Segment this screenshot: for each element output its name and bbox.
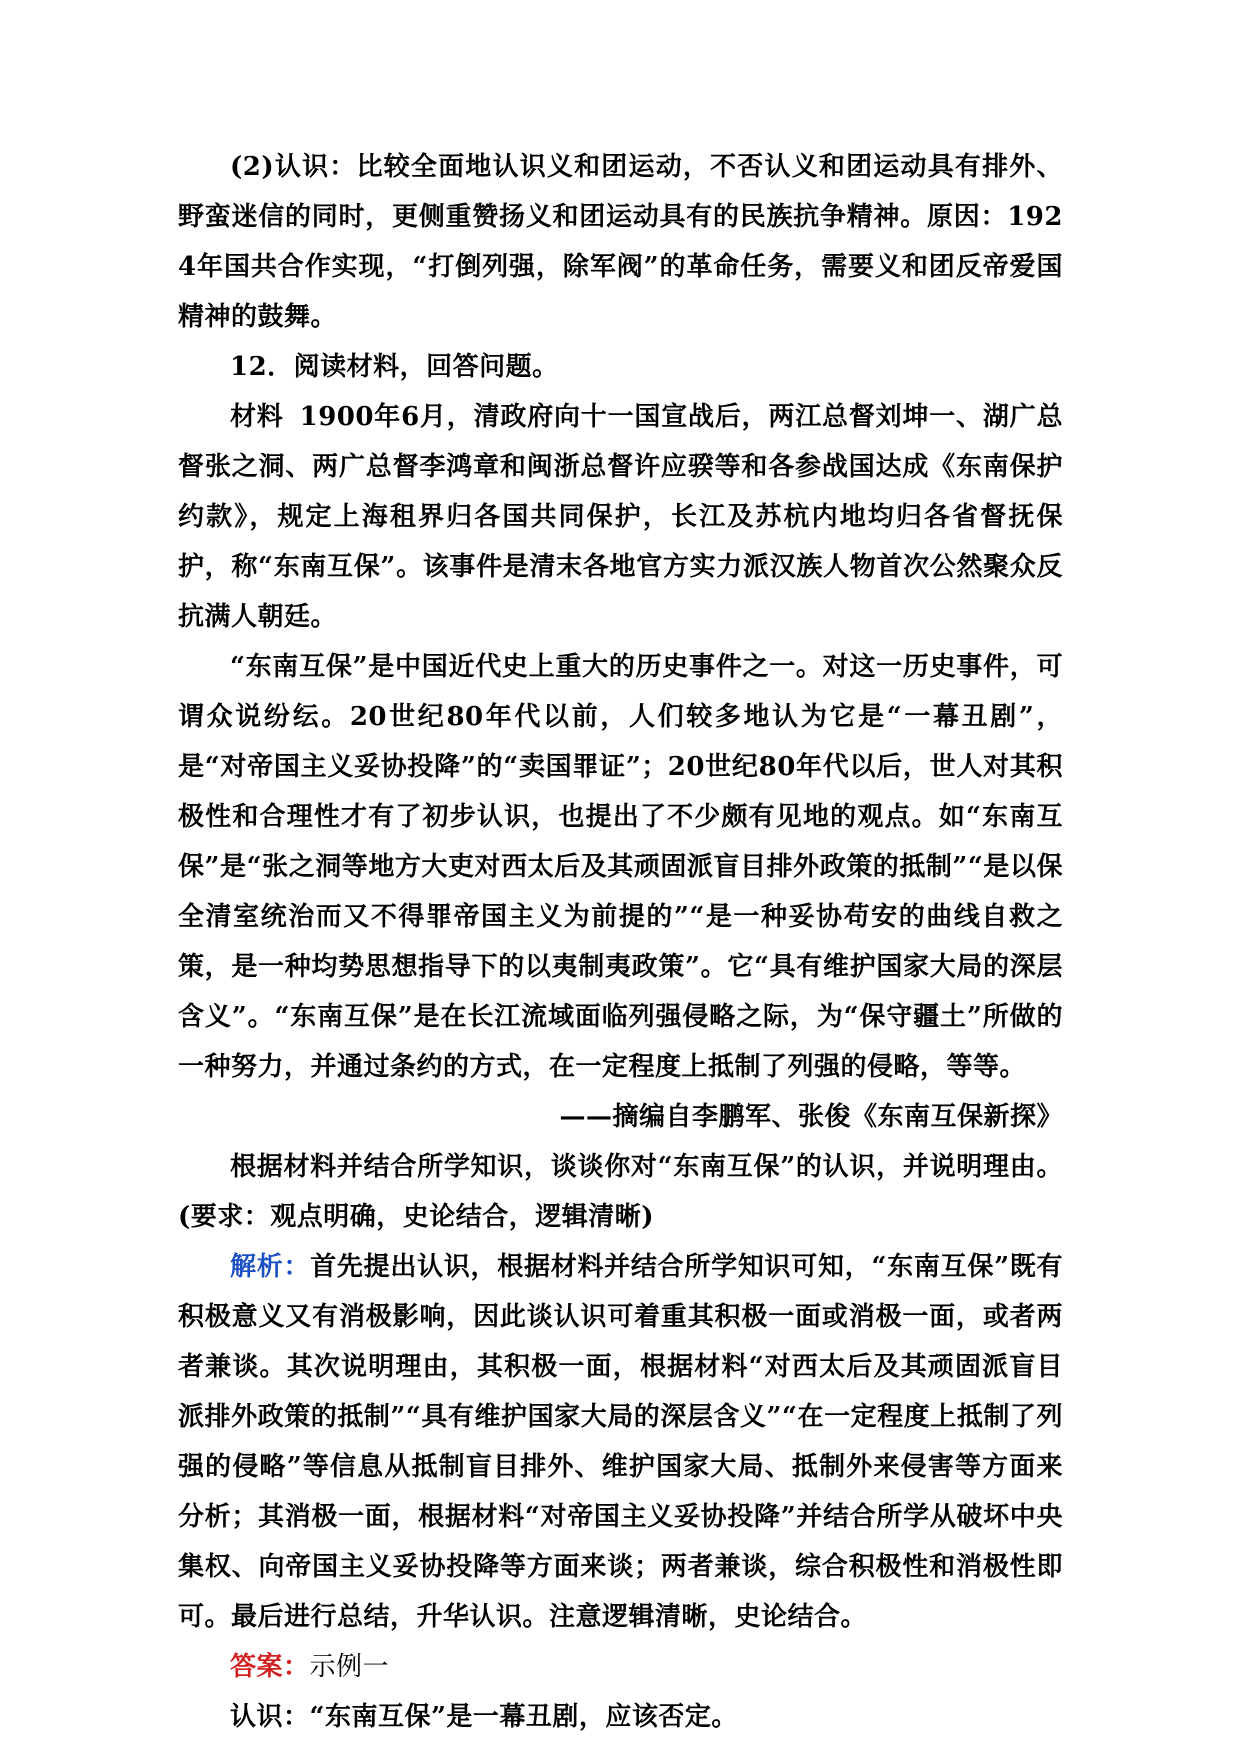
prompt-paragraph: [178, 1142, 1063, 1242]
analysis-label: 解析：: [230, 1252, 311, 1282]
material-text-2: “东南互保”是中国近代史上重大的历史事件之一。对这一历史事件，可谓众说纷纭。20世纪80年代以前，人们较多地认为它是“一幕丑剧”，是“对帝国主义妥协投降”的“卖国罪证”；20世纪80年代以后，世人对其积极性和合理性才有了初步认识，也提出了不少颇有见地的观点。如“东南互保”是“张之洞等地方大吏对西太后及其顽固派盲目排外政策的抵制”“是以保全清室统治而又不得罪帝国主义为前提的”“是一种妥协苟安的曲线自救之策，是一种均势思想指导下的以夷制夷政策”。它“具有维护国家大局的深层含义”。“东南互保”是在长江流域面临列强侵略之际，为“保守疆土”所做的一种努力，并通过条约的方式，在一定程度上抵制了列强的侵略，等等。: [178, 652, 1063, 1082]
material-source: [178, 1092, 1063, 1142]
material-paragraph-2: [178, 642, 1063, 1092]
viewpoint-text: 认识：“东南互保”是一幕丑剧，应该否定。: [230, 1702, 738, 1732]
prompt-text: 根据材料并结合所学知识，谈谈你对“东南互保”的认识，并说明理由。(要求：观点明确，史论结合，逻辑清晰): [178, 1152, 1063, 1232]
previous-answer-paragraph: [178, 142, 1063, 342]
material-paragraph-1: [178, 392, 1063, 642]
viewpoint-paragraph: [178, 1692, 1063, 1742]
answer-label: 答案：: [230, 1652, 310, 1682]
previous-answer-text: (2)认识：比较全面地认识义和团运动，不否认义和团运动具有排外、野蛮迷信的同时，更侧重赞扬义和团运动具有的民族抗争精神。原因：1924年国共合作实现，“打倒列强，除军阀”的革命任务，需要义和团反帝爱国精神的鼓舞。: [178, 152, 1063, 332]
analysis-paragraph: [178, 1242, 1063, 1642]
material-source-text: ——摘编自李鹏军、张俊《东南互保新探》: [559, 1102, 1063, 1132]
question-text: 12．阅读材料，回答问题。: [230, 352, 559, 382]
document-page: [178, 142, 1063, 1742]
answer-paragraph: [178, 1642, 1063, 1692]
analysis-text: 首先提出认识，根据材料并结合所学知识可知，“东南互保”既有积极意义又有消极影响，因此谈认识可着重其积极一面或消极一面，或者两者兼谈。其次说明理由，其积极一面，根据材料“对西太后及其顽固派盲目派排外政策的抵制”“具有维护国家大局的深层含义”“在一定程度上抵制了列强的侵略”等信息从抵制盲目排外、维护国家大局、抵制外来侵害等方面来分析；其消极一面，根据材料“对帝国主义妥协投降”并结合所学从破坏中央集权、向帝国主义妥协投降等方面来谈；两者兼谈，综合积极性和消极性即可。最后进行总结，升华认识。注意逻辑清晰，史论结合。: [178, 1252, 1063, 1632]
material-label: 材料: [230, 402, 284, 432]
material-text-1: 1900年6月，清政府向十一国宣战后，两江总督刘坤一、湖广总督张之洞、两广总督李鸿章和闽浙总督许应骙等和各参战国达成《东南保护约款》，规定上海租界归各国共同保护，长江及苏杭内地均归各省督抚保护，称“东南互保”。该事件是清末各地官方实力派汉族人物首次公然聚众反抗满人朝廷。: [178, 402, 1063, 632]
answer-text: 示例一: [309, 1652, 390, 1682]
question-heading: [178, 342, 1063, 392]
